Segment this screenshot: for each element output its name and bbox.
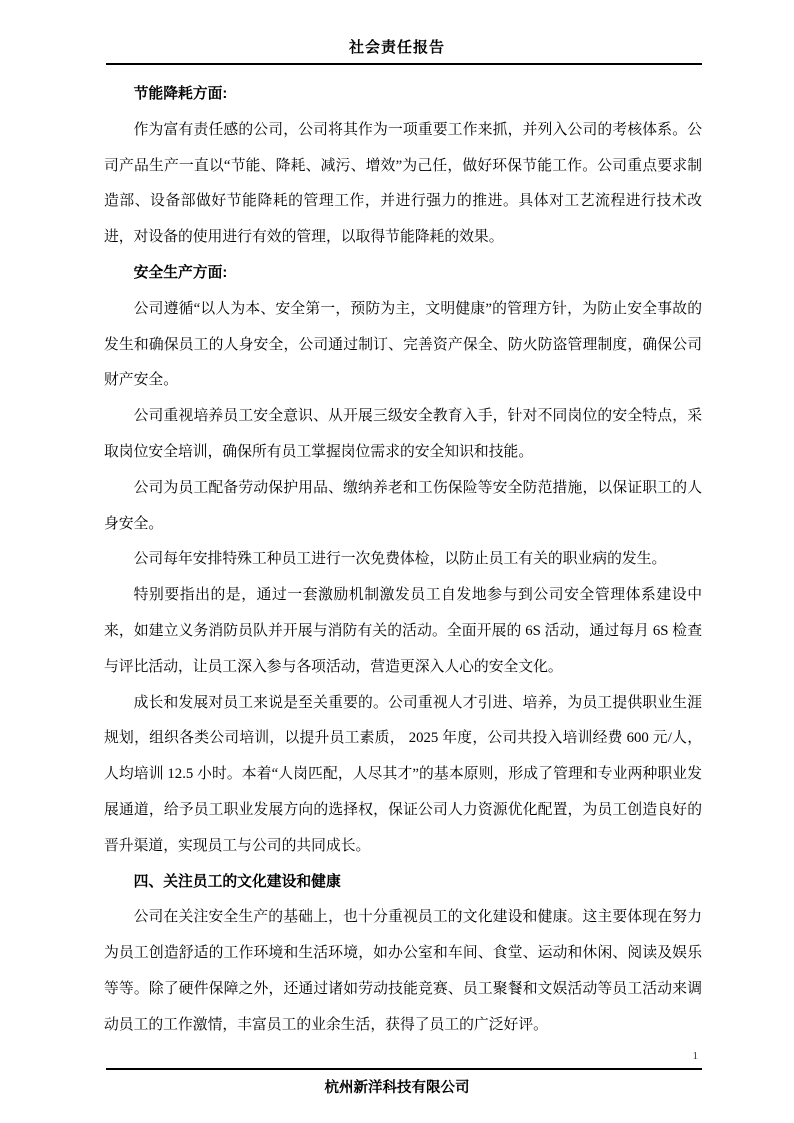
paragraph: 公司重视培养员工安全意识、从开展三级安全教育入手，针对不同岗位的安全特点，采取岗位安全培训，确保所有员工掌握岗位需求的安全知识和技能。 xyxy=(104,408,702,460)
header-divider xyxy=(106,63,702,65)
section-heading: 安全生产方面: xyxy=(133,264,228,281)
footer-company-name: 杭州新洋科技有限公司 xyxy=(324,1080,470,1096)
section-heading: 节能降耗方面: xyxy=(133,86,228,102)
paragraph: 特别要指出的是，通过一套激励机制激发员工自发地参与到公司安全管理体系建设中来，如建立义务消防员队并开展与消防有关的活动。全面开展的 6S 活动，通过每月 6S 检查与评比活动，让员工深入参与各项活动，营造更深入人心的安全文化。 xyxy=(104,587,702,675)
paragraph: 公司遵循“以人为本、安全第一，预防为主，文明健康”的管理方针，为防止安全事故的发生和确保员工的人身安全，公司通过制订、完善资产保全、防火防盗管理制度，确保公司财产安全。 xyxy=(104,300,702,389)
paragraph: 公司为员工配备劳动保护用品、缴纳养老和工伤保险等安全防范措施，以保证职工的人身安全。 xyxy=(104,479,702,532)
paragraph: 公司每年安排特殊工种员工进行一次免费体检，以防止员工有关的职业病的发生。 xyxy=(133,551,667,568)
section-heading: 四、关注员工的文化建设和健康 xyxy=(133,873,341,890)
paragraph: 公司在关注安全生产的基础上，也十分重视员工的文化建设和健康。这主要体现在努力为员工创造舒适的工作环境和生活环境，如办公室和车间、食堂、运动和休闲、阅读及娱乐等等。除了硬件保障之外，还通过诸如劳动技能竞赛、员工聚餐和文娱活动等员工活动来调动员工的工作激情，丰富员工的业余生活，获得了员工的广泛好评。 xyxy=(104,909,702,1033)
footer-divider xyxy=(106,1068,702,1070)
paragraph: 成长和发展对员工来说是至关重要的。公司重视人才引进、培养，为员工提供职业生涯规划，组织各类公司培训，以提升员工素质， 2025 年度，公司共投入培训经费 600 元/人，人均培训 12.5 小时。本着“人岗匹配，人尽其才”的基本原则，形成了管理和专业两种职业发展通道，给予员工职业发展方向的选择权，保证公司人力资源优化配置，为员工创造良好的晋升渠道，实现员工与公司的共同成长。 xyxy=(104,694,702,854)
page-number: 1 xyxy=(692,1050,698,1062)
document-body xyxy=(104,77,702,1044)
paragraph: 作为富有责任感的公司，公司将其作为一项重要工作来抓，并列入公司的考核体系。公司产品生产一直以“节能、降耗、减污、增效”为己任，做好环保节能工作。公司重点要求制造部、设备部做好节能降耗的管理工作，并进行强力的推进。具体对工艺流程进行技术改进，对设备的使用进行有效的管理，以取得节能降耗的效果。 xyxy=(104,121,702,246)
header-title: 社会责任报告 xyxy=(348,39,445,56)
